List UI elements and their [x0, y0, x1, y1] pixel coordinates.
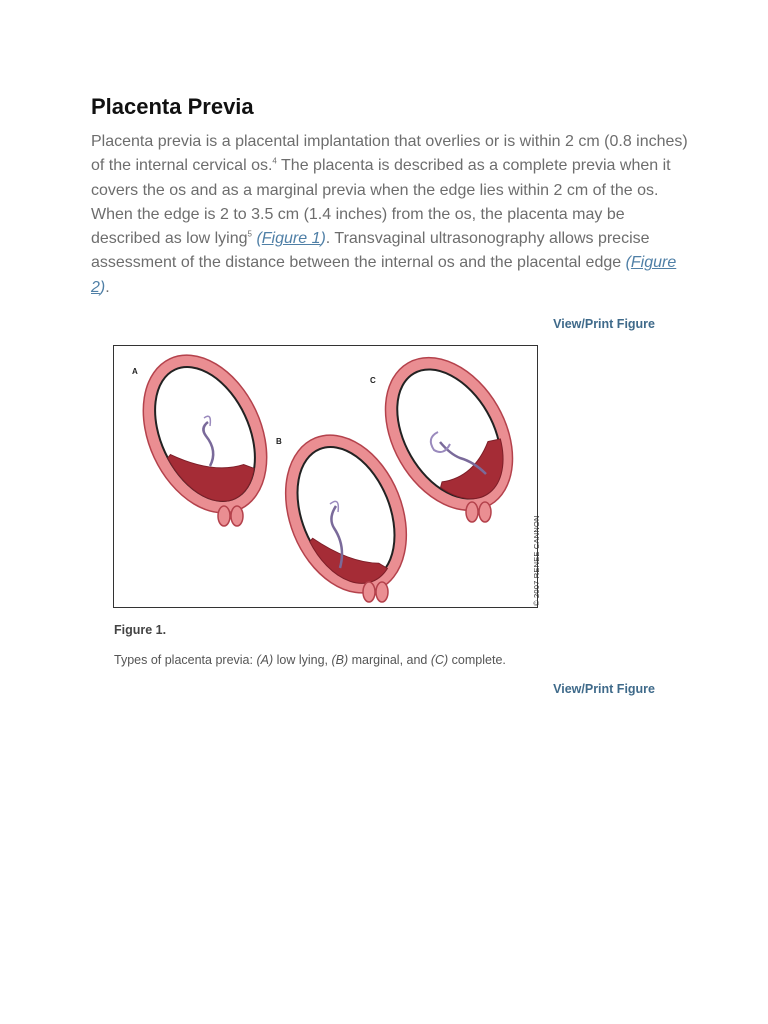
- figure-1-image: [113, 345, 538, 608]
- uterus-a-drawing: [119, 346, 291, 533]
- page-title: Placenta Previa: [91, 94, 254, 119]
- panel-label-c: C: [370, 376, 376, 385]
- intro-text-1: Placenta previa is a placental implantation that overlies or is within 2 cm (0.8 inches) of the internal cervical os.: [91, 133, 688, 175]
- caption-a-text: low lying,: [273, 653, 332, 667]
- figure-caption: [114, 653, 506, 667]
- caption-a-tag: (A): [256, 653, 274, 667]
- placenta-previa-illustration: [114, 346, 537, 607]
- panel-label-a: A: [132, 367, 138, 376]
- figure-copyright: © 2007 RENEE CANNON: [532, 515, 541, 606]
- figure-1-link[interactable]: (Figure 1): [256, 230, 326, 248]
- panel-label-b: B: [276, 437, 282, 446]
- figure-2-link[interactable]: (Figure 2): [91, 254, 677, 296]
- figure-label: Figure 1.: [114, 623, 167, 637]
- intro-text-4: .: [105, 278, 110, 296]
- intro-text-2: The placenta is described as a complete previa when it covers the os and as a marginal previa when the edge lies within 2 cm of the os. When the edge is 2 to 3.5 cm (1.4 inches) from the os, the placenta may be described as low lying: [91, 157, 671, 248]
- reference-5-link[interactable]: 5: [247, 229, 252, 239]
- intro-text-3: . Transvaginal ultrasonography allows precise assessment of the distance between the internal os and the placental edge: [91, 230, 650, 272]
- view-print-figure-link-top[interactable]: View/Print Figure: [553, 317, 655, 331]
- caption-c-tag: (C): [430, 653, 449, 667]
- figure-2-link-text[interactable]: Figure 2: [91, 254, 677, 296]
- intro-paragraph: [91, 130, 691, 300]
- caption-b-tag: (B): [331, 653, 349, 667]
- figure-1-link-text[interactable]: Figure 1: [261, 230, 321, 248]
- reference-4-link[interactable]: 4: [272, 156, 277, 166]
- caption-prefix: Types of placenta previa:: [114, 653, 257, 667]
- caption-b-text: marginal, and: [348, 653, 431, 667]
- view-print-figure-link-bottom[interactable]: View/Print Figure: [553, 682, 655, 696]
- caption-c-text: complete.: [448, 653, 506, 667]
